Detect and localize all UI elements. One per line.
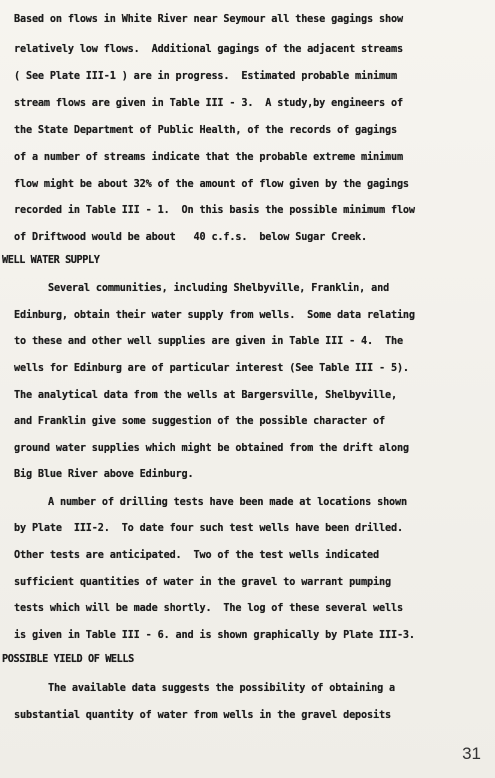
text-line-24: The available data suggests the possibility of obtaining a <box>48 683 396 694</box>
text-line-22: tests which will be made shortly. The log of these several wells <box>14 603 403 614</box>
text-line-12: to these and other well supplies are given in Table III - 4. The <box>14 336 403 347</box>
text-line-4: stream flows are given in Table III - 3. A study,by engineers of <box>14 98 403 109</box>
text-line-19: by Plate III-2. To date four such test wells have been drilled. <box>14 523 403 534</box>
section-heading-possible-yield-of-wells: POSSIBLE YIELD OF WELLS <box>2 654 134 665</box>
text-line-18: A number of drilling tests have been made at locations shown <box>48 497 408 508</box>
page-number: 31 <box>462 744 481 763</box>
text-line-8: recorded in Table III - 1. On this basis the possible minimum flow <box>14 205 415 216</box>
text-line-1: Based on flows in White River near Seymour all these gagings show <box>14 14 403 25</box>
text-line-13: wells for Edinburg are of particular interest (See Table III - 5). <box>14 363 409 374</box>
text-line-23: is given in Table III - 6. and is shown graphically by Plate III-3. <box>14 630 415 641</box>
text-line-20: Other tests are anticipated. Two of the test wells indicated <box>14 550 379 561</box>
text-line-14: The analytical data from the wells at Bargersville, Shelbyville, <box>14 390 397 401</box>
text-line-5: the State Department of Public Health, of the records of gagings <box>14 125 397 136</box>
text-line-16: ground water supplies which might be obtained from the drift along <box>14 443 409 454</box>
text-line-17: Big Blue River above Edinburg. <box>14 469 194 480</box>
text-line-10: Several communities, including Shelbyville, Franklin, and <box>48 283 390 294</box>
section-heading-well-water-supply: WELL WATER SUPPLY <box>2 255 100 266</box>
text-line-25: substantial quantity of water from wells in the gravel deposits <box>14 710 391 721</box>
text-line-2: relatively low flows. Additional gagings of the adjacent streams <box>14 44 403 55</box>
text-line-7: flow might be about 32% of the amount of flow given by the gagings <box>14 179 409 190</box>
text-line-21: sufficient quantities of water in the gravel to warrant pumping <box>14 577 391 588</box>
text-line-6: of a number of streams indicate that the probable extreme minimum <box>14 152 403 163</box>
text-line-15: and Franklin give some suggestion of the possible character of <box>14 416 385 427</box>
text-line-9: of Driftwood would be about 40 c.f.s. below Sugar Creek. <box>14 232 368 243</box>
text-line-3: ( See Plate III-1 ) are in progress. Estimated probable minimum <box>14 71 397 82</box>
text-line-11: Edinburg, obtain their water supply from wells. Some data relating <box>14 310 415 321</box>
